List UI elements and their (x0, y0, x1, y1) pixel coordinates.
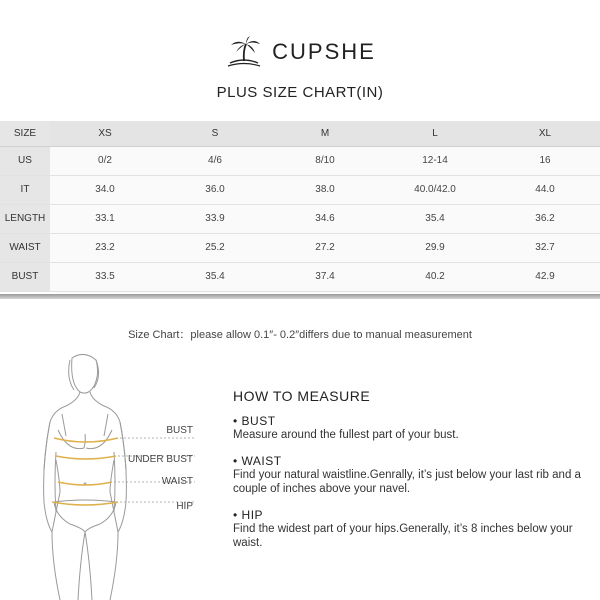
table-row (0, 233, 600, 262)
measure-heading: • HIP (233, 508, 264, 522)
row-label: WAIST (0, 233, 50, 262)
table-bottom-shadow (0, 294, 600, 299)
table-cell: 29.9 (380, 233, 490, 262)
brand-header (0, 34, 600, 70)
bust-line (54, 438, 118, 442)
measure-item-waist (233, 454, 593, 496)
body-figure (30, 352, 210, 600)
header-cell: XS (50, 121, 160, 146)
measure-description: Find the widest part of your hips.Generally, it’s 8 inches below your waist. (233, 523, 573, 549)
table-cell: 36.0 (160, 175, 270, 204)
table-cell: 23.2 (50, 233, 160, 262)
table-cell: 12-14 (380, 146, 490, 175)
table-cell: 37.4 (270, 262, 380, 291)
row-label: US (0, 146, 50, 175)
row-label: LENGTH (0, 204, 50, 233)
header-cell: XL (490, 121, 600, 146)
table-cell: 27.2 (270, 233, 380, 262)
header-cell: M (270, 121, 380, 146)
size-table (0, 121, 600, 292)
how-to-measure-title: HOW TO MEASURE (233, 388, 371, 404)
table-cell: 32.7 (490, 233, 600, 262)
table-cell: 4/6 (160, 146, 270, 175)
hip-line (52, 502, 118, 505)
table-cell: 34.0 (50, 175, 160, 204)
table-cell: 35.4 (380, 204, 490, 233)
measure-description: Find your natural waistline.Genrally, it’s just below your last rib and a couple of inches above your navel. (233, 469, 581, 495)
measure-item-bust (233, 414, 593, 442)
measure-lines (52, 438, 118, 505)
brand-name: CUPSHE (272, 39, 376, 64)
palm-tree-icon (224, 35, 264, 69)
table-cell: 34.6 (270, 204, 380, 233)
table-cell: 40.2 (380, 262, 490, 291)
body-outline (44, 354, 127, 600)
table-cell: 38.0 (270, 175, 380, 204)
table-row (0, 146, 600, 175)
table-cell: 25.2 (160, 233, 270, 262)
waist-label: WAIST (161, 476, 193, 487)
hip-label: HIP (176, 501, 193, 512)
header-cell: L (380, 121, 490, 146)
table-row (0, 204, 600, 233)
table-cell: 0/2 (50, 146, 160, 175)
table-cell: 40.0/42.0 (380, 175, 490, 204)
table-cell: 35.4 (160, 262, 270, 291)
measure-item-hip (233, 508, 593, 550)
table-row (0, 175, 600, 204)
header-cell: S (160, 121, 270, 146)
table-cell: 16 (490, 146, 600, 175)
table-cell: 33.9 (160, 204, 270, 233)
page-title: PLUS SIZE CHART(IN) (216, 84, 384, 101)
how-to-measure (233, 388, 593, 562)
measure-description: Measure around the fullest part of your bust. (233, 429, 459, 441)
row-label: IT (0, 175, 50, 204)
bust-label: BUST (166, 425, 193, 436)
header-cell: SIZE (0, 121, 50, 146)
measure-heading: • BUST (233, 414, 276, 428)
row-label: BUST (0, 262, 50, 291)
table-cell: 44.0 (490, 175, 600, 204)
table-cell: 8/10 (270, 146, 380, 175)
table-cell: 33.5 (50, 262, 160, 291)
measurement-note: Size Chart：please allow 0.1″- 0.2″differs due to manual measurement (128, 329, 472, 341)
measure-heading: • WAIST (233, 454, 282, 468)
under-bust-line (56, 456, 116, 459)
table-row (0, 262, 600, 291)
under-bust-label: UNDER BUST (127, 454, 193, 465)
table-header-row (0, 121, 600, 146)
table-cell: 33.1 (50, 204, 160, 233)
table-cell: 42.9 (490, 262, 600, 291)
table-cell: 36.2 (490, 204, 600, 233)
